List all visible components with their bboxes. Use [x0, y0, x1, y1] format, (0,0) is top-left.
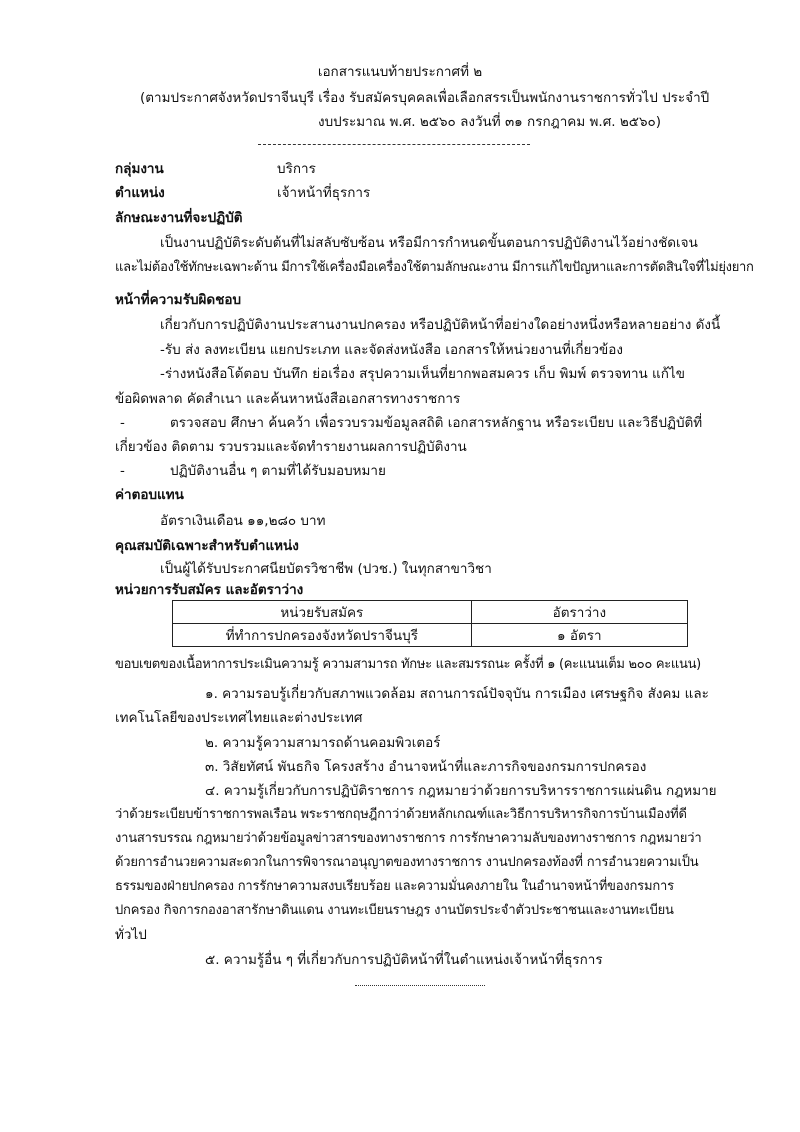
duty-item-4: ปฏิบัติงานอื่น ๆ ตามที่ได้รับมอบหมาย — [170, 463, 386, 479]
scope-item-4e: ธรรมของฝ่ายปกครอง การรักษาความสงบเรียบร้อย และความมั่นคงภายใน ในอำนาจหน้าที่ของกรมการ — [115, 879, 674, 894]
scope-intro: ขอบเขตของเนื้อหาการประเมินความรู้ ความสามารถ ทักษะ และสมรรถนะ ครั้งที่ ๑ (คะแนนเต็ม ๒๐๐ คะแนน) — [115, 657, 701, 672]
closing-dotted-line — [355, 985, 485, 986]
duty-item-1: -รับ ส่ง ลงทะเบียน แยกประเภท และจัดส่งหนังสือ เอกสารให้หน่วยงานที่เกี่ยวข้อง — [160, 342, 623, 358]
scope-item-3: ๓. วิสัยทัศน์ พันธกิจ โครงสร้าง อำนาจหน้าที่และภารกิจของกรมการปกครอง — [205, 759, 647, 775]
group-label: กลุ่มงาน — [115, 161, 164, 177]
duties-intro: เกี่ยวกับการปฏิบัติงานประสานงานปกครอง หรือปฏิบัติหน้าที่อย่างใดอย่างหนึ่งหรือหลายอย่าง ดังนี้ — [160, 317, 721, 333]
group-value: บริการ — [277, 161, 316, 177]
table-header-row — [173, 601, 688, 624]
duty-item-3-dash: - — [120, 415, 125, 431]
header-divider — [258, 144, 530, 145]
table-header-unit: หน่วยรับสมัคร — [173, 601, 472, 624]
qualifications-heading: คุณสมบัติเฉพาะสำหรับตำแหน่ง — [115, 538, 299, 554]
job-nature-line2: และไม่ต้องใช้ทักษะเฉพาะด้าน มีการใช้เครื่องมือเครื่องใช้ตามลักษณะงาน มีการแก้ไขปัญหาและการตัดสินใจที่ไม่ยุ่งยาก — [115, 260, 754, 275]
table-cell-unit: ที่ทำการปกครองจังหวัดปราจีนบุรี — [173, 624, 472, 647]
scope-item-4b: ว่าด้วยระเบียบข้าราชการพลเรือน พระราชกฤษฎีกาว่าด้วยหลักเกณฑ์และวิธีการบริหารกิจการบ้านเมืองที่ดี — [115, 807, 687, 822]
job-nature-line1: เป็นงานปฏิบัติระดับต้นที่ไม่สลับซับซ้อน หรือมีการกำหนดขั้นตอนการปฏิบัติงานไว้อย่างชัดเจน — [160, 235, 698, 251]
compensation-heading: ค่าตอบแทน — [115, 487, 184, 503]
document-title: เอกสารแนบท้ายประกาศที่ ๒ — [317, 64, 483, 80]
document-subtitle-line1: (ตามประกาศจังหวัดปราจีนบุรี เรื่อง รับสมัครบุคคลเพื่อเลือกสรรเป็นพนักงานราชการทั่วไป ประจำปี — [140, 90, 710, 106]
scope-item-4g: ทั่วไป — [115, 927, 147, 943]
scope-item-1b: เทคโนโลยีของประเทศไทยและต่างประเทศ — [115, 710, 363, 726]
duty-item-3b: เกี่ยวข้อง ติดตาม รวบรวมและจัดทำรายงานผลการปฏิบัติงาน — [115, 439, 467, 455]
scope-item-4f: ปกครอง กิจการกองอาสารักษาดินแดน งานทะเบียนราษฎร งานบัตรประจำตัวประชาชนและงานทะเบียน — [115, 903, 674, 918]
job-nature-heading: ลักษณะงานที่จะปฏิบัติ — [115, 210, 243, 226]
position-value: เจ้าหน้าที่ธุรการ — [277, 185, 371, 201]
table-header-rate: อัตราว่าง — [471, 601, 687, 624]
scope-item-1a: ๑. ความรอบรู้เกี่ยวกับสภาพแวดล้อม สถานการณ์ปัจจุบัน การเมือง เศรษฐกิจ สังคม และ — [205, 686, 709, 702]
table-row — [173, 624, 688, 647]
qualifications-text: เป็นผู้ได้รับประกาศนียบัตรวิชาชีพ (ปวช.) ในทุกสาขาวิชา — [160, 561, 492, 577]
duty-item-2a: -ร่างหนังสือโต้ตอบ บันทึก ย่อเรื่อง สรุปความเห็นที่ยากพอสมควร เก็บ พิมพ์ ตรวจทาน แก้ไข — [160, 366, 685, 382]
scope-item-4a: ๔. ความรู้เกี่ยวกับการปฏิบัติราชการ กฎหมายว่าด้วยการบริหารราชการแผ่นดิน กฎหมาย — [205, 783, 717, 799]
document-subtitle-line2: งบประมาณ พ.ศ. ๒๕๖๐ ลงวันที่ ๓๑ กรกฎาคม พ.ศ. ๒๕๖๐) — [318, 114, 662, 130]
position-label: ตำแหน่ง — [115, 185, 165, 201]
duty-item-2b: ข้อผิดพลาด คัดสำเนา และค้นหาหนังสือเอกสารทางราชการ — [115, 391, 461, 407]
scope-item-5: ๕. ความรู้อื่น ๆ ที่เกี่ยวกับการปฏิบัติหน้าที่ในตำแหน่งเจ้าหน้าที่ธุรการ — [205, 952, 603, 968]
units-heading: หน่วยการรับสมัคร และอัตราว่าง — [115, 582, 304, 598]
scope-item-2: ๒. ความรู้ความสามารถด้านคอมพิวเตอร์ — [205, 735, 441, 751]
units-table — [172, 600, 688, 647]
table-cell-rate: ๑ อัตรา — [471, 624, 687, 647]
scope-item-4d: ด้วยการอำนวยความสะดวกในการพิจารณาอนุญาตของทางราชการ งานปกครองท้องที่ การอำนวยความเป็น — [115, 855, 699, 870]
compensation-text: อัตราเงินเดือน ๑๑,๒๘๐ บาท — [160, 513, 326, 529]
duty-item-3a: ตรวจสอบ ศึกษา ค้นคว้า เพื่อรวบรวมข้อมูลสถิติ เอกสารหลักฐาน หรือระเบียบ และวิธีปฏิบัติที่ — [170, 415, 703, 431]
duties-heading: หน้าที่ความรับผิดชอบ — [115, 292, 242, 308]
duty-item-4-dash: - — [120, 463, 125, 479]
scope-item-4c: งานสารบรรณ กฎหมายว่าด้วยข้อมูลข่าวสารของทางราชการ การรักษาความลับของทางราชการ กฎหมายว่า — [115, 831, 702, 846]
